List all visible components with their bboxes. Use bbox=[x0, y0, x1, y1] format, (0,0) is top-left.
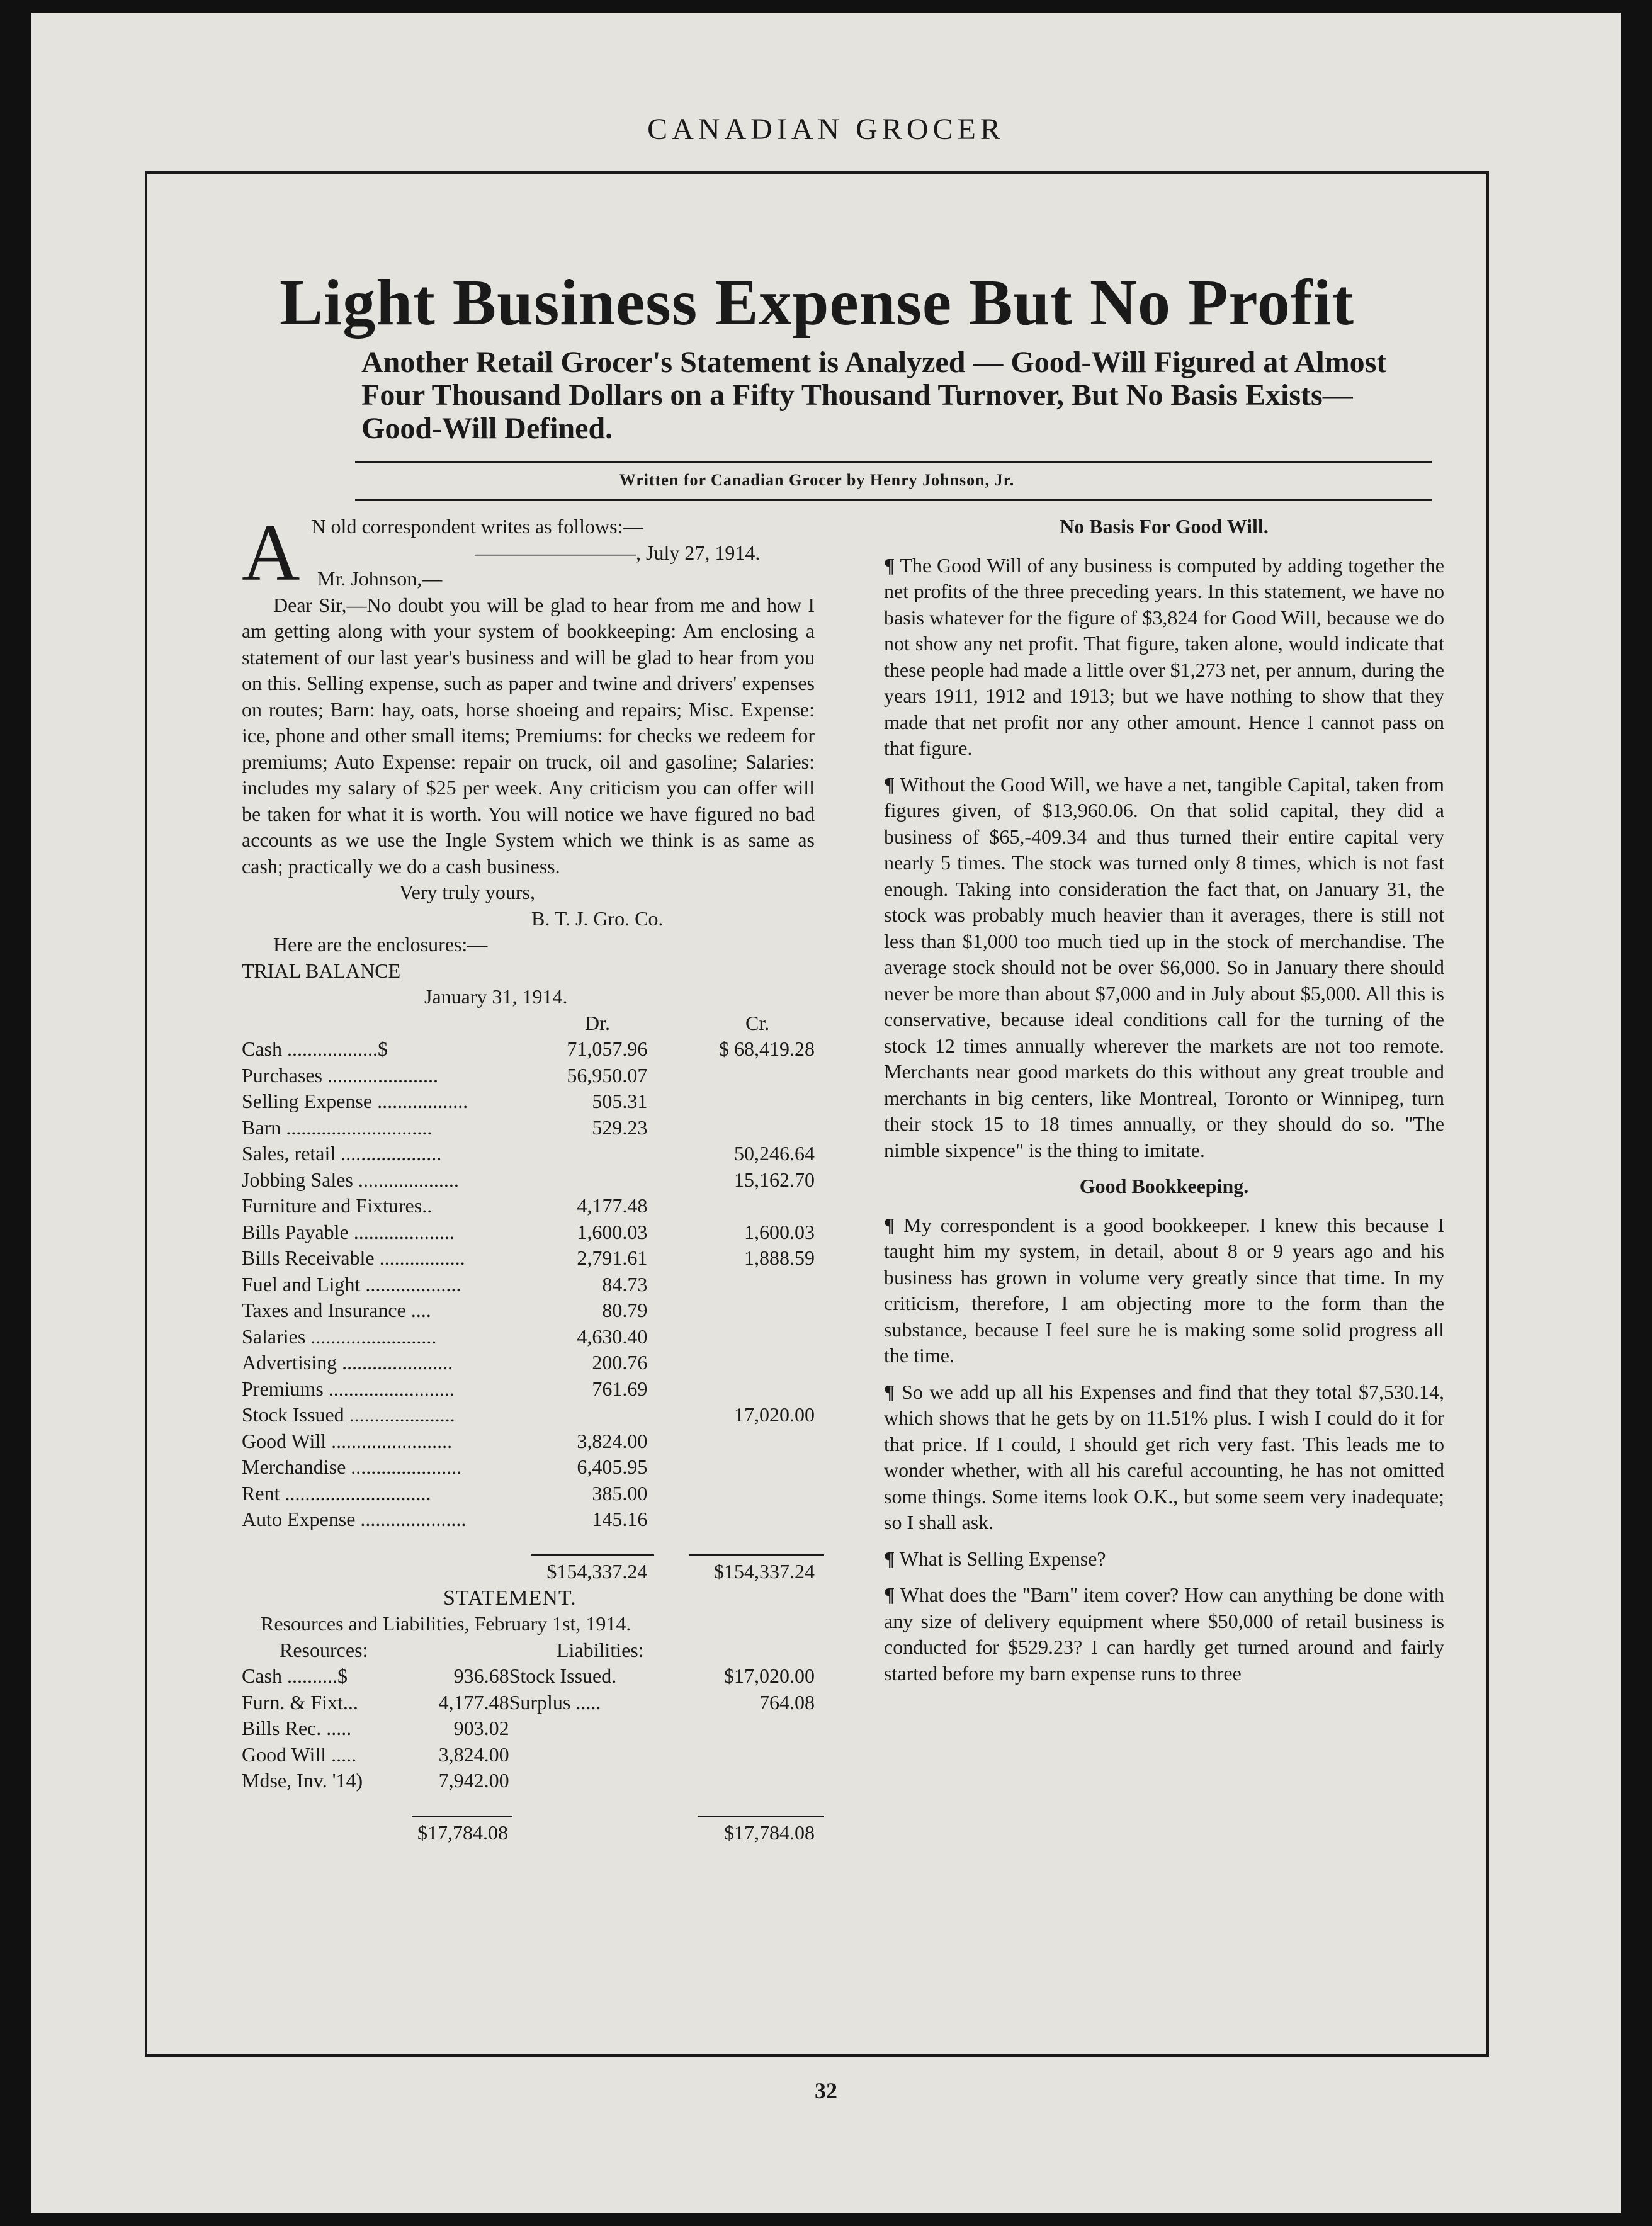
account-label: Bills Receivable ................. bbox=[242, 1246, 465, 1269]
account-label: Taxes and Insurance .... bbox=[242, 1299, 431, 1321]
debit-value: 71,057.96 bbox=[567, 1037, 648, 1060]
cr-header: Cr. bbox=[745, 1011, 770, 1034]
trial-balance-row bbox=[242, 1219, 815, 1246]
debit-value: 4,177.48 bbox=[577, 1194, 648, 1217]
credit-value: $ 68,419.28 bbox=[719, 1037, 815, 1060]
paragraph-6: ¶ What does the "Barn" item cover? How can anything be done with any size of delivery equipment where $50,000 of retail business is conducted for $529.23? I can hardly get turned around and fairly started before my barn expense runs to three bbox=[884, 1583, 1445, 1685]
trial-balance-row bbox=[242, 1272, 815, 1298]
left-column bbox=[242, 508, 815, 1846]
statement-subtitle: Resources and Liabilities, February 1st, 1914. bbox=[261, 1612, 631, 1635]
trial-balance-row bbox=[242, 1506, 815, 1533]
trial-balance-row bbox=[242, 1088, 815, 1115]
resource-value: 4,177.48 bbox=[438, 1690, 509, 1714]
account-label: Fuel and Light ................... bbox=[242, 1272, 461, 1296]
title-rule bbox=[355, 461, 1432, 463]
resource-label: Cash ..........$ bbox=[242, 1664, 348, 1687]
debit-value: 84.73 bbox=[602, 1272, 648, 1296]
account-label: Barn ............................. bbox=[242, 1116, 433, 1139]
trial-balance-row bbox=[242, 1350, 815, 1376]
paragraph-3: ¶ My correspondent is a good bookkeeper. I knew this because I taught him my system, in detail, about 8 or 9 years ago and his business has grown in volume very greatly since that time. In my criticism, therefore, I am objecting more to the form than the substance, because I feel sure he is making some solid progress all the time. bbox=[884, 1213, 1444, 1367]
credit-value: 1,600.03 bbox=[744, 1220, 815, 1243]
drop-cap: A bbox=[242, 508, 300, 597]
trial-balance-row bbox=[242, 1115, 815, 1141]
letter-body: Dear Sir,—No doubt you will be glad to hear from me and how I am getting along with your system of bookkeeping: Am enclosing a statement of our last year's business and will be glad to hear from you on this. Selling expense, such as paper and twine and drivers' expenses on routes; Barn: hay, oats, horse shoeing and repairs; Misc. Expense: ice, phone and other small items; Premiums: for checks we redeem for premiums; Auto Expense: repair on truck, oil and gasoline; Salaries: includes my salary of $25 per week. Any criticism you can offer will be taken for what it is worth. You will notice we have figured no bad accounts as we use the Ingle System which we think is as same as cash; practically we do a cash business. bbox=[242, 593, 815, 878]
account-label: Advertising ...................... bbox=[242, 1351, 453, 1374]
credit-value: 15,162.70 bbox=[734, 1168, 815, 1191]
resource-label: Mdse, Inv. '14) bbox=[242, 1769, 363, 1792]
resource-value: 903.02 bbox=[453, 1717, 509, 1739]
paragraph-1: ¶ The Good Will of any business is computed by adding together the net profits of the three preceding years. In this statement, we have no basis whatever for the figure of $3,824 for Good Will, because we do not show any net profit. That figure, taken alone, would indicate that these people had made a little over $1,273 net, per annum, during the years 1911, 1912 and 1913; but we have nothing to show that they made that net profit nor any other amount. Hence I cannot pass on that figure. bbox=[884, 553, 1445, 759]
total-liabilities: $17,784.08 bbox=[723, 1821, 815, 1844]
paragraph-2: ¶ Without the Good Will, we have a net, tangible Capital, taken from figures given, of $13,960.06. On that solid capital, they did a business of $65,-409.34 and thus turned their entire capital very nearly 5 times. The stock was turned only 8 times, which is not fast enough. Taking into consideration the fact that, on January 31, the stock was probably much heavier than it averages, there is still not less than $1,000 too much tied up in the stock of merchandise. The average stock should not be over $6,000. So in January there should never be more than about $7,000 and in July about $5,000. All this is conservative, because ideal conditions call for the turning of the stock 12 times annually wherever the markets are not too remote. Merchants near good markets do this without any great trouble and merchants in big centers, like Montreal, Toronto or Winnipeg, turn their stock 15 to 18 times annually, or they should do so. "The nimble sixpence" is the thing to imitate. bbox=[884, 772, 1445, 1161]
magazine-page bbox=[31, 13, 1621, 2213]
account-label: Auto Expense ..................... bbox=[242, 1508, 467, 1530]
trial-balance-header bbox=[242, 1010, 815, 1037]
statement-total bbox=[242, 1820, 815, 1846]
article-subtitle: Another Retail Grocer's Statement is Analyzed — Good-Will Figured at Almost Four Thousand Dollars on a Fifty Thousand Turnover, But No Basis Exists—Good-Will Defined. bbox=[361, 346, 1387, 445]
account-label: Jobbing Sales .................... bbox=[242, 1168, 459, 1191]
liability-label: Stock Issued. bbox=[509, 1664, 617, 1687]
account-label: Cash ..................$ bbox=[242, 1037, 388, 1060]
liability-value: $17,020.00 bbox=[724, 1664, 815, 1687]
resources-header: Resources: bbox=[280, 1638, 368, 1661]
trial-balance-title: TRIAL BALANCE bbox=[242, 959, 401, 982]
statement-row bbox=[242, 1690, 815, 1716]
account-label: Selling Expense .................. bbox=[242, 1090, 468, 1112]
account-label: Sales, retail .................... bbox=[242, 1142, 442, 1165]
debit-value: 761.69 bbox=[592, 1377, 648, 1400]
trial-balance-row bbox=[242, 1454, 815, 1481]
paragraph-5: ¶ What is Selling Expense? bbox=[884, 1547, 1106, 1570]
trial-balance-row bbox=[242, 1297, 815, 1324]
statement-title: STATEMENT. bbox=[443, 1586, 577, 1610]
total-resources: $17,784.08 bbox=[417, 1821, 509, 1844]
debit-value: 1,600.03 bbox=[577, 1220, 648, 1243]
trial-balance-date: January 31, 1914. bbox=[424, 985, 568, 1008]
debit-value: 200.76 bbox=[592, 1351, 648, 1374]
statement-row bbox=[242, 1663, 815, 1690]
account-label: Rent ............................. bbox=[242, 1481, 431, 1505]
resource-value: 7,942.00 bbox=[438, 1769, 509, 1792]
debit-value: 80.79 bbox=[602, 1299, 648, 1321]
account-label: Purchases ...................... bbox=[242, 1063, 438, 1087]
debit-value: 505.31 bbox=[592, 1090, 648, 1112]
page-number: 32 bbox=[815, 2078, 837, 2103]
trial-balance-row bbox=[242, 1376, 815, 1403]
byline: Written for Canadian Grocer by Henry Johnson, Jr. bbox=[619, 471, 1015, 489]
statement-rows bbox=[242, 1663, 815, 1794]
trial-balance-row bbox=[242, 1428, 815, 1455]
trial-balance-row bbox=[242, 1324, 815, 1350]
heading-good-bookkeeping: Good Bookkeeping. bbox=[1079, 1175, 1249, 1197]
credit-value: 1,888.59 bbox=[744, 1246, 815, 1269]
trial-balance-row bbox=[242, 1245, 815, 1272]
account-label: Stock Issued ..................... bbox=[242, 1403, 455, 1426]
letter-signoff: Very truly yours, bbox=[399, 881, 535, 903]
statement-row bbox=[242, 1742, 815, 1768]
debit-value: 56,950.07 bbox=[567, 1063, 648, 1087]
statement-header bbox=[242, 1637, 815, 1664]
letter-salutation: Mr. Johnson,— bbox=[317, 567, 443, 590]
trial-balance-row bbox=[242, 1481, 815, 1507]
debit-value: 529.23 bbox=[592, 1116, 648, 1139]
debit-value: 385.00 bbox=[592, 1481, 648, 1505]
total-dr: $154,337.24 bbox=[546, 1560, 648, 1583]
debit-value: 145.16 bbox=[592, 1508, 648, 1530]
account-label: Merchandise ...................... bbox=[242, 1455, 462, 1478]
statement-row bbox=[242, 1768, 815, 1794]
liabilities-header: Liabilities: bbox=[557, 1638, 644, 1661]
total-cr: $154,337.24 bbox=[714, 1560, 815, 1583]
trial-balance-row bbox=[242, 1193, 815, 1219]
resource-label: Furn. & Fixt... bbox=[242, 1690, 358, 1714]
trial-balance-row bbox=[242, 1402, 815, 1428]
byline-rule bbox=[355, 499, 1432, 501]
statement-total-rule bbox=[242, 1794, 815, 1821]
debit-value: 6,405.95 bbox=[577, 1455, 648, 1478]
credit-value: 17,020.00 bbox=[734, 1403, 815, 1426]
liability-label: Surplus ..... bbox=[509, 1690, 601, 1714]
resource-value: 936.68 bbox=[453, 1664, 509, 1687]
liability-value: 764.08 bbox=[759, 1690, 815, 1714]
trial-balance-rows bbox=[242, 1036, 815, 1533]
resource-label: Good Will ..... bbox=[242, 1743, 357, 1766]
letter-date: ————————, July 27, 1914. bbox=[475, 541, 761, 564]
trial-balance-row bbox=[242, 1063, 815, 1089]
statement bbox=[242, 1585, 815, 1846]
credit-value: 50,246.64 bbox=[734, 1142, 815, 1165]
account-label: Good Will ........................ bbox=[242, 1429, 453, 1452]
debit-value: 4,630.40 bbox=[577, 1325, 648, 1348]
total-rule bbox=[242, 1533, 815, 1559]
letter-signer: B. T. J. Gro. Co. bbox=[531, 907, 664, 930]
enclosures-intro: Here are the enclosures:— bbox=[273, 933, 488, 956]
trial-balance bbox=[242, 958, 815, 1585]
trial-balance-total bbox=[242, 1559, 815, 1585]
debit-value: 3,824.00 bbox=[577, 1429, 648, 1452]
account-label: Bills Payable .................... bbox=[242, 1220, 455, 1243]
article-title: Light Business Expense But No Profit bbox=[279, 266, 1354, 339]
resource-label: Bills Rec. ..... bbox=[242, 1717, 352, 1739]
article-frame bbox=[145, 171, 1489, 2057]
statement-row bbox=[242, 1715, 815, 1742]
trial-balance-row bbox=[242, 1036, 815, 1063]
letter-intro: N old correspondent writes as follows:— bbox=[311, 515, 643, 538]
account-label: Furniture and Fixtures.. bbox=[242, 1194, 433, 1217]
trial-balance-row bbox=[242, 1167, 815, 1194]
running-header: CANADIAN GROCER bbox=[647, 113, 1005, 146]
dr-header: Dr. bbox=[585, 1011, 610, 1034]
heading-no-basis: No Basis For Good Will. bbox=[1060, 515, 1269, 538]
paragraph-4: ¶ So we add up all his Expenses and find that they total $7,530.14, which shows that he gets by on 11.51% plus. I wish I could do it for that price. If I could, I should get rich very fast. This leads me to wonder whether, with all his careful accounting, he has not omitted some things. Some items look O.K., but some seem very inadequate; so I shall ask. bbox=[884, 1380, 1445, 1534]
account-label: Salaries ......................... bbox=[242, 1325, 437, 1348]
account-label: Premiums ......................... bbox=[242, 1377, 455, 1400]
right-column bbox=[884, 514, 1444, 1697]
resource-value: 3,824.00 bbox=[438, 1743, 509, 1766]
debit-value: 2,791.61 bbox=[577, 1246, 648, 1269]
trial-balance-row bbox=[242, 1141, 815, 1167]
